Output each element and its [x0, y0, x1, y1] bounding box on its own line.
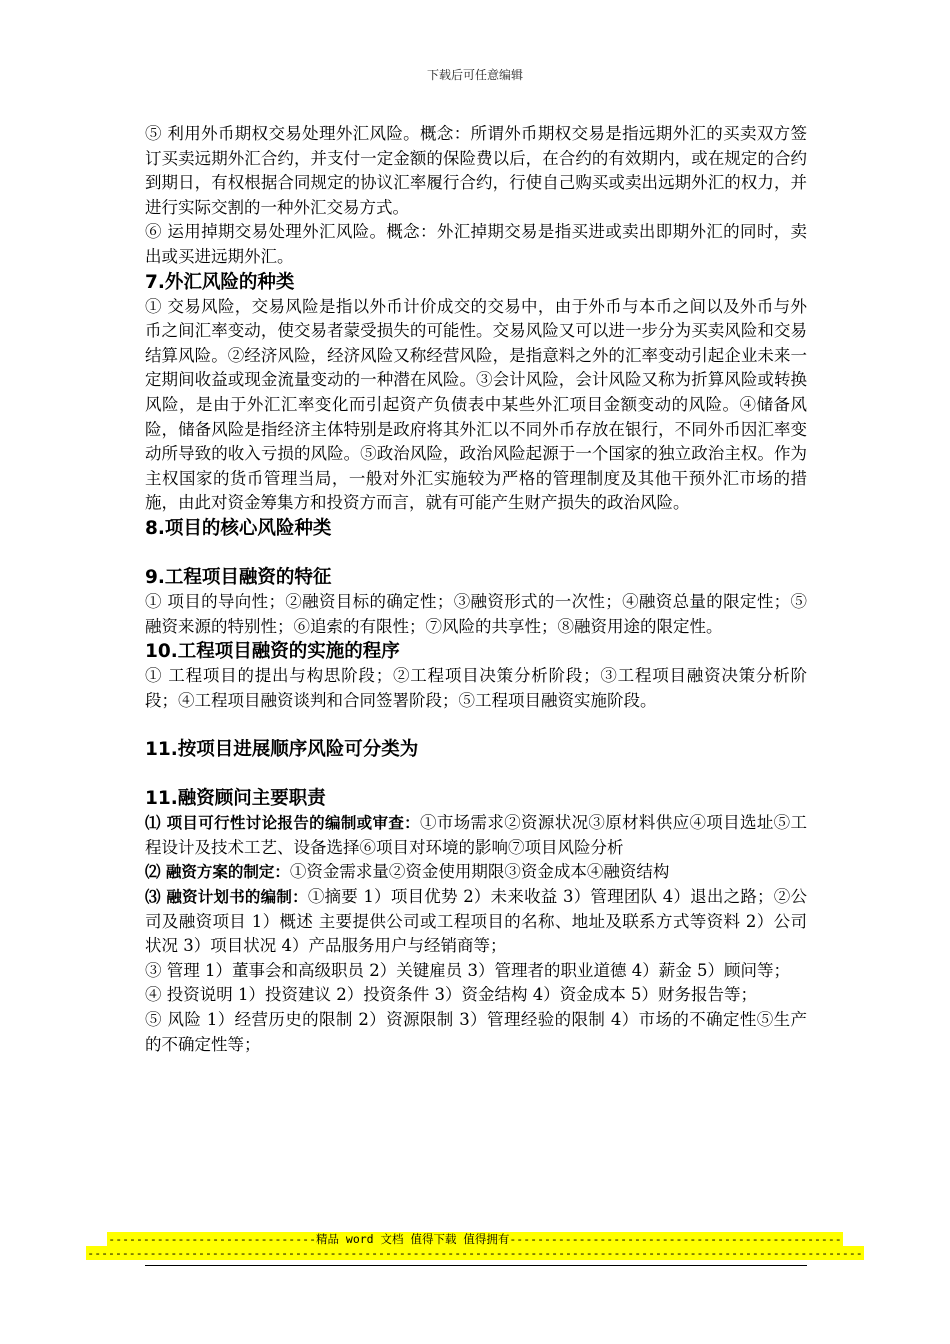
- heading-8: 8.项目的核心风险种类: [145, 517, 332, 539]
- footer-dash-text: ----------------------------------------------------------------------------------------------------------------: [87, 1246, 863, 1260]
- paragraph-10: ① 工程项目的提出与构思阶段；②工程项目决策分析阶段；③工程项目融资决策分析阶段；④工程项目融资谈判和合同签署阶段；⑤工程项目融资实施阶段。: [145, 666, 807, 710]
- heading-9: 9.工程项目融资的特征: [145, 566, 332, 588]
- footer-banner: [0, 1231, 950, 1247]
- paragraph-11-1-text: ①市场需求②资源状况③原材料供应④项目选址⑤工程设计及技术工艺、设备选择⑥项目对环境的影响⑦项目风险分析: [145, 813, 807, 857]
- paragraph-11-3-label: ⑶ 融资计划书的编制：: [145, 888, 308, 907]
- document-body: [145, 122, 807, 1057]
- footer-dash-line: [0, 1246, 950, 1260]
- heading-7: 7.外汇风险的种类: [145, 271, 295, 293]
- paragraph-11-5: ④ 投资说明 1）投资建议 2）投资条件 3）资金结构 4）资金成本 5）财务报告等；: [145, 985, 757, 1005]
- footer-rule: [145, 1265, 807, 1266]
- paragraph-11-1-label: ⑴ 项目可行性讨论报告的编制或审查：: [145, 814, 421, 833]
- spacer: [145, 541, 807, 565]
- paragraph-11-3-text: ①摘要 1）项目优势 2）未来收益 3）管理团队 4）退出之路；②公司及融资项目 1）概述 主要提供公司或工程项目的名称、地址及联系方式等资料 2）公司状况 3）项目状况 4）产品服务用户与经销商等；: [145, 887, 807, 956]
- footer-banner-text: ------------------------------精品 word 文档 值得下载 值得拥有------------------------------------------------: [108, 1232, 842, 1246]
- spacer: [145, 762, 807, 786]
- heading-11a: 11.按项目进展顺序风险可分类为: [145, 739, 419, 761]
- paragraph-11-6: ⑤ 风险 1）经营历史的限制 2）资源限制 3）管理经验的限制 4）市场的不确定性⑤生产的不确定性等；: [145, 1010, 807, 1054]
- paragraph-item-5: ⑤ 利用外币期权交易处理外汇风险。概念：所谓外币期权交易是指远期外汇的买卖双方签订买卖远期外汇合约，并支付一定金额的保险费以后，在合约的有效期内，或在规定的合约到期日，有权根据合同规定的协议汇率履行合约，行使自己购买或卖出远期外汇的权力，并进行实际交割的一种外汇交易方式。: [145, 124, 807, 217]
- paragraph-11-2: [145, 860, 807, 885]
- paragraph-9: ① 项目的导向性；②融资目标的确定性；③融资形式的一次性；④融资总量的限定性；⑤融资来源的特别性；⑥追索的有限性；⑦风险的共享性；⑧融资用途的限定性。: [145, 591, 807, 636]
- paragraph-11-1: [145, 811, 807, 860]
- paragraph-11-4: ③ 管理 1）董事会和高级职员 2）关键雇员 3）管理者的职业道德 4）薪金 5）顾问等；: [145, 960, 790, 980]
- header-note: 下载后可任意编辑: [426, 68, 523, 82]
- paragraph-11-2-label: ⑵ 融资方案的制定：: [145, 863, 290, 882]
- spacer: [145, 713, 807, 737]
- heading-10: 10.工程项目融资的实施的程序: [145, 641, 400, 663]
- paragraph-11-3: [145, 885, 807, 959]
- paragraph-item-6: ⑥ 运用掉期交易处理外汇风险。概念：外汇掉期交易是指买进或卖出即期外汇的同时，卖出或买进远期外汇。: [145, 222, 807, 266]
- paragraph-11-2-text: ①资金需求量②资金使用期限③资金成本④融资结构: [289, 862, 670, 882]
- heading-11b: 11.融资顾问主要职责: [145, 788, 326, 810]
- paragraph-7: ① 交易风险，交易风险是指以外币计价成交的交易中，由于外币与本币之间以及外币与外币之间汇率变动，使交易者蒙受损失的可能性。交易风险又可以进一步分为买卖风险和交易结算风险。②经济风险，经济风险又称经营风险，是指意料之外的汇率变动引起企业未来一定期间收益或现金流量变动的一种潜在风险。③会计风险，会计风险又称为折算风险或转换风险，是由于外汇汇率变化而引起资产负债表中某些外汇项目金额变动的风险。④储备风险，储备风险是指经济主体特别是政府将其外汇以不同外币存放在银行，不同外币因汇率变动所导致的收入亏损的风险。⑤政治风险，政治风险起源于一个国家的独立政治主权。作为主权国家的货币管理当局，一般对外汇实施较为严格的管理制度及其他干预外汇市场的措施，由此对资金筹集方和投资方而言，就有可能产生财产损失的政治风险。: [145, 296, 807, 513]
